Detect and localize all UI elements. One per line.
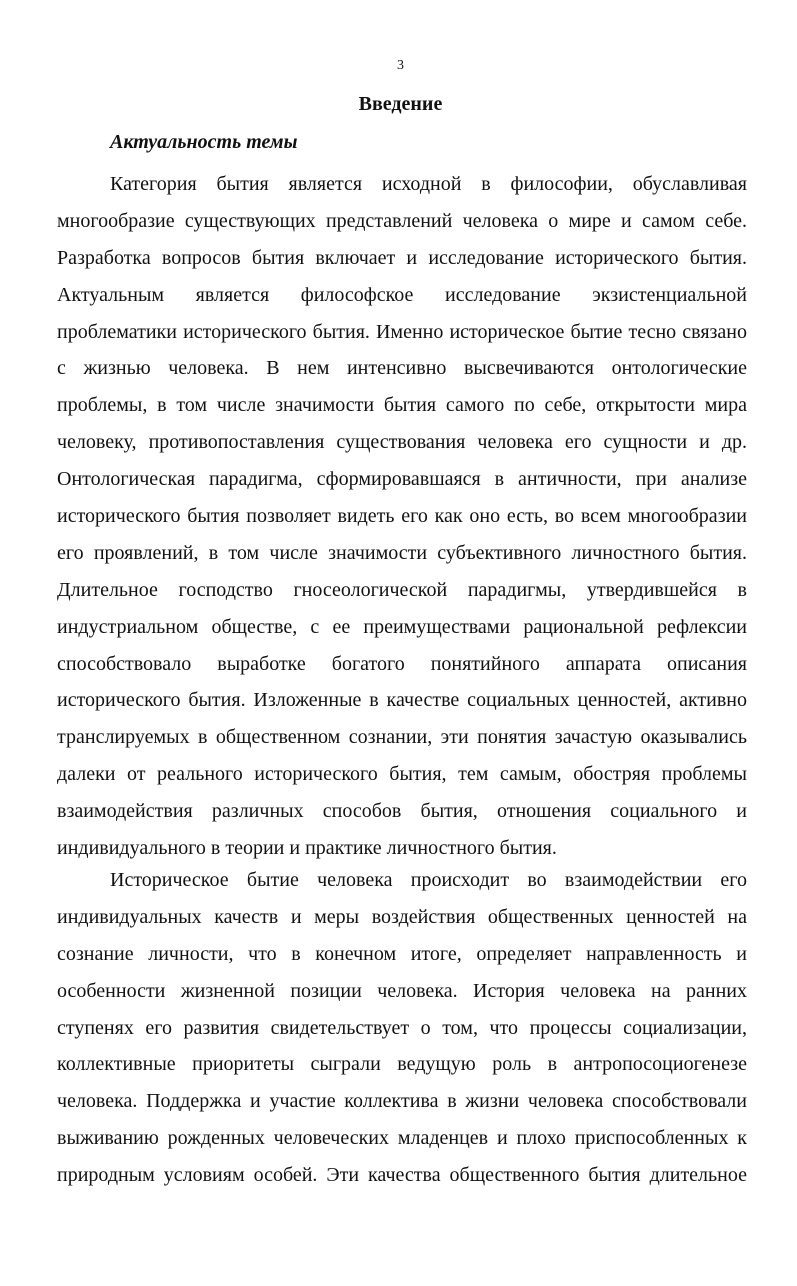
paragraph-2	[57, 862, 747, 1194]
text-line: проблематики исторического бытия. Именно историческое бытие тесно связано	[57, 320, 747, 343]
text-line: способствовало выработке богатого понятийного аппарата описания	[57, 652, 747, 675]
text-line: проблемы, в том числе значимости бытия самого по себе, открытости мира	[57, 394, 747, 417]
text-line: далеки от реального исторического бытия, тем самым, обостряя проблемы	[57, 763, 747, 786]
text-line: исторического бытия. Изложенные в качестве социальных ценностей, активно	[57, 689, 747, 712]
page-number: 3	[397, 58, 404, 73]
text-line: исторического бытия позволяет видеть его как оно есть, во всем многообразии	[57, 505, 747, 528]
text-line: индивидуального в теории и практике личностного бытия.	[57, 837, 557, 860]
text-line: транслируемых в общественном сознании, эти понятия зачастую оказывались	[57, 726, 747, 749]
text-line: человеку, противопоставления существования человека его сущности и др.	[57, 431, 747, 454]
paragraph-1	[57, 166, 747, 867]
text-line: Историческое бытие человека происходит во взаимодействии его	[110, 869, 747, 891]
text-line: многообразие существующих представлений человека о мире и самом себе.	[57, 209, 747, 232]
text-line: Онтологическая парадигма, сформировавшаяся в античности, при анализе	[57, 468, 747, 491]
text-line: индивидуальных качеств и меры воздействия общественных ценностей на	[57, 905, 747, 928]
text-line: выживанию рожденных человеческих младенцев и плохо приспособленных к	[57, 1127, 747, 1150]
text-line: индустриальном обществе, с ее преимуществами рациональной рефлексии	[57, 615, 747, 638]
text-line: особенности жизненной позиции человека. История человека на ранних	[57, 979, 747, 1002]
text-line: человека. Поддержка и участие коллектива в жизни человека способствовали	[57, 1090, 747, 1113]
text-line: сознание личности, что в конечном итоге, определяет направленность и	[57, 942, 747, 965]
text-line: природным условиям особей. Эти качества общественного бытия длительное	[57, 1164, 747, 1187]
text-line: Длительное господство гносеологической парадигмы, утвердившейся в	[57, 578, 747, 601]
text-line: Разработка вопросов бытия включает и исследование исторического бытия.	[57, 246, 747, 269]
text-line: Актуальным является философское исследование экзистенциальной	[57, 283, 747, 306]
text-line: его проявлений, в том числе значимости субъективного личностного бытия.	[57, 541, 747, 564]
text-line: с жизнью человека. В нем интенсивно высвечиваются онтологические	[57, 357, 747, 380]
subsection-heading: Актуальность темы	[110, 131, 298, 153]
section-heading: Введение	[358, 93, 443, 115]
text-line: взаимодействия различных способов бытия, отношения социального и	[57, 800, 747, 823]
text-line: коллективные приоритеты сыграли ведущую роль в антропосоциогенезе	[57, 1053, 747, 1076]
text-line: Категория бытия является исходной в философии, обуславливая	[110, 173, 747, 195]
text-line: ступенях его развития свидетельствует о том, что процессы социализации,	[57, 1016, 747, 1039]
